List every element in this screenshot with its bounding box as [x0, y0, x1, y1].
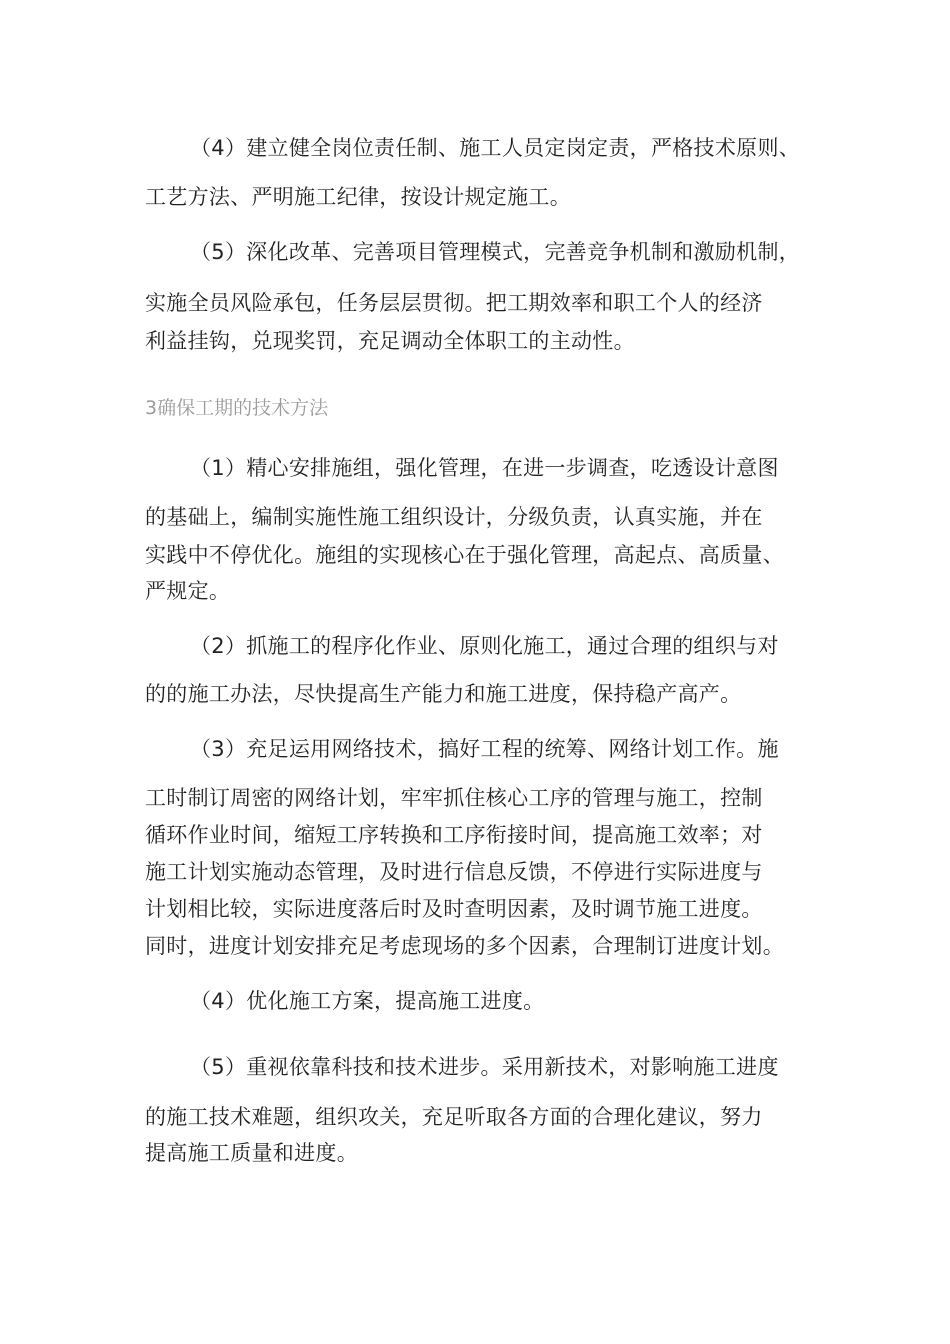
text-line: 循环作业时间，缩短工序转换和工序衔接时间，提高施工效率；对	[145, 823, 763, 847]
text-line: （4）优化施工方案，提高施工进度。	[190, 989, 545, 1013]
text-line: （5）深化改革、完善项目管理模式，完善竞争机制和激励机制，	[190, 240, 801, 264]
text-line: （4）建立健全岗位责任制、施工人员定岗定责，严格技术原则、	[190, 136, 801, 160]
text-line: 工时制订周密的网络计划，牢牢抓住核心工序的管理与施工，控制	[145, 786, 763, 810]
text-line: 利益挂钩，兑现奖罚，充足调动全体职工的主动性。	[145, 329, 635, 353]
text-line: 实施全员风险承包，任务层层贯彻。把工期效率和职工个人的经济	[145, 291, 763, 315]
text-line: （3）充足运用网络技术，搞好工程的统筹、网络计划工作。施	[190, 737, 779, 761]
text-line: （5）重视依靠科技和技术进步。采用新技术，对影响施工进度	[190, 1055, 779, 1079]
text-line: （1）精心安排施组，强化管理，在进一步调查，吃透设计意图	[190, 456, 779, 480]
text-line: 提高施工质量和进度。	[145, 1141, 358, 1165]
text-line: 的基础上，编制实施性施工组织设计，分级负责，认真实施，并在	[145, 505, 763, 529]
text-line: 的施工技术难题，组织攻关，充足听取各方面的合理化建议，努力	[145, 1105, 763, 1129]
text-line: （2）抓施工的程序化作业、原则化施工，通过合理的组织与对	[190, 634, 779, 658]
text-line: 施工计划实施动态管理，及时进行信息反馈，不停进行实际进度与	[145, 860, 763, 884]
text-line: 的的施工办法，尽快提高生产能力和施工进度，保持稳产高产。	[145, 682, 742, 706]
text-line: 计划相比较，实际进度落后时及时查明因素，及时调节施工进度。	[145, 897, 763, 921]
text-line: 工艺方法、严明施工纪律，按设计规定施工。	[145, 185, 571, 209]
section-heading: 3确保工期的技术方法	[145, 397, 329, 419]
text-line: 同时，进度计划安排充足考虑现场的多个因素，合理制订进度计划。	[145, 934, 784, 958]
text-line: 严规定。	[145, 579, 231, 603]
text-line: 实践中不停优化。施组的实现核心在于强化管理，高起点、高质量、	[145, 543, 784, 567]
